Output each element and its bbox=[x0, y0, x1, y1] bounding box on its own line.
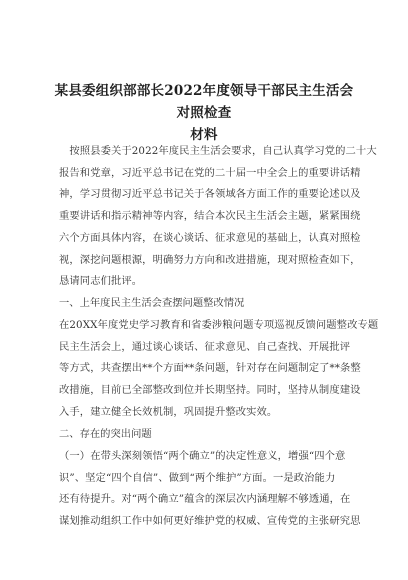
paragraph-line: 民主生活会上，通过谈心谈话、征求意见、自己查找、开展批评 bbox=[59, 340, 351, 353]
paragraph-line: 报告和党章，习近平总书记在党的二十届一中全会上的重要讲话精 bbox=[59, 166, 361, 179]
paragraph-line: 重要讲话和指示精神等内容，结合本次民主生活会主题，紧紧围绕 bbox=[59, 210, 361, 223]
intro-paragraph bbox=[59, 141, 377, 293]
paragraph-line: 视，深挖问题根源，明确努力方向和改进措施，现对照检查如下， bbox=[59, 253, 361, 266]
title-line: 材料 bbox=[190, 127, 218, 143]
paragraph-line: 按照县委关于2022年度民主生活会要求，自己认真学习党的二十大 bbox=[59, 145, 377, 157]
paragraph-line: （一）在带头深刻领悟“两个确立”的决定性意义，增强“四个意 bbox=[59, 450, 346, 462]
paragraph-line: 入手，建立健全长效机制，巩固提升整改实效。 bbox=[59, 405, 278, 418]
document-title bbox=[50, 80, 358, 146]
paragraph-line: 神，学习贯彻习近平总书记关于各领域各方面工作的重要论述以及 bbox=[59, 188, 361, 201]
paragraph-line: 六个方面具体内容，在谈心谈话、征求意见的基础上，认真对照检 bbox=[59, 231, 361, 244]
title-line: 某县委组织部部长2022年度领导干部民主生活会对照检查 bbox=[54, 83, 354, 121]
paragraph-line: 谋划推动组织工作中如何更好维护党的权威、宣传党的主张研究思 bbox=[59, 515, 361, 528]
paragraph-line: 改措施，目前已全部整改到位并长期坚持。同时，坚持从制度建设 bbox=[59, 384, 361, 397]
paragraph-line: 在20XX年度党史学习教育和省委涉粮问题专项巡视反馈问题整改专题 bbox=[59, 319, 379, 331]
section2-paragraph bbox=[59, 446, 361, 533]
paragraph-line: 等方式，共查摆出**个方面**条问题，针对存在问题制定了**条整 bbox=[59, 362, 361, 375]
paragraph-line: 还有待提升。对“两个确立”蕴含的深层次内涵理解不够透通，在 bbox=[59, 493, 351, 506]
paragraph-line: 识”、坚定“四个自信”、做到“两个维护”方面。一是政治能力 bbox=[59, 471, 336, 484]
paragraph-line: 恳请同志们批评。 bbox=[59, 275, 143, 288]
section-heading-1: 一、上年度民主生活会查摆问题整改情况 bbox=[59, 297, 245, 309]
section-heading-2: 二、存在的突出问题 bbox=[59, 428, 152, 440]
section1-paragraph bbox=[59, 315, 379, 424]
